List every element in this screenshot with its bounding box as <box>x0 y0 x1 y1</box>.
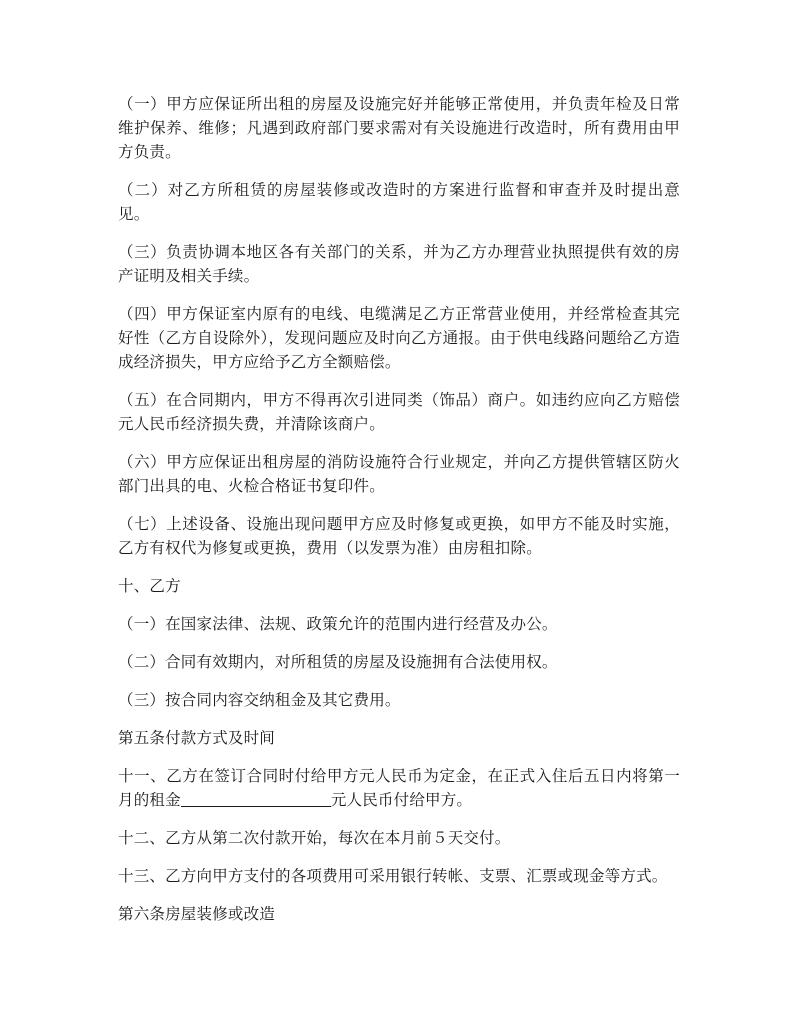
paragraph-party-b-3: （三）按合同内容交纳租金及其它费用。 <box>118 691 401 709</box>
section-heading-party-b: 十、乙方 <box>118 577 181 595</box>
article-heading-renovation: 第六条房屋装修或改造 <box>118 905 276 923</box>
article-heading-payment: 第五条付款方式及时间 <box>118 729 276 747</box>
paragraph-party-b-2: （二）合同有效期内，对所租赁的房屋及设施拥有合法使用权。 <box>118 653 558 671</box>
paragraph-party-a-2: （二）对乙方所租赁的房屋装修或改造时的方案进行监督和审查并及时提出意见。 <box>118 181 680 223</box>
payment-text-after: 元人民币付给甲方。 <box>330 791 473 809</box>
paragraph-payment-deposit <box>118 764 680 812</box>
paragraph-party-a-6: （六）甲方应保证出租房屋的消防设施符合行业规定，并向乙方提供管辖区防火部门出具的电、火检合格证书复印件。 <box>118 453 680 495</box>
paragraph-party-a-7: （七）上述设备、设施出现问题甲方应及时修复或更换，如甲方不能及时实施，乙方有权代为修复或更换，费用（以发票为准）由房租扣除。 <box>118 515 680 557</box>
rent-amount-blank <box>181 790 331 807</box>
paragraph-party-b-1: （一）在国家法律、法规、政策允许的范围内进行经营及办公。 <box>118 615 558 633</box>
paragraph-party-a-1: （一）甲方应保证所出租的房屋及设施完好并能够正常使用，并负责年检及日常维护保养、维修；凡遇到政府部门要求需对有关设施进行改造时，所有费用由甲方负责。 <box>118 95 680 161</box>
paragraph-party-a-4: （四）甲方保证室内原有的电线、电缆满足乙方正常营业使用，并经常检查其完好性（乙方自设除外），发现问题应及时向乙方通报。由于供电线路问题给乙方造成经济损失，甲方应给予乙方全额赔偿。 <box>118 305 680 371</box>
payment-text-before: 十一、乙方在签订合同时付给甲方元人民币为定金，在正式入住后五日内将第一月的租金 <box>118 767 680 809</box>
paragraph-payment-methods: 十三、乙方向甲方支付的各项费用可采用银行转帐、支票、汇票或现金等方式。 <box>118 867 668 885</box>
paragraph-payment-schedule: 十二、乙方从第二次付款开始，每次在本月前５天交付。 <box>118 829 511 847</box>
document-page <box>118 92 680 940</box>
paragraph-party-a-5: （五）在合同期内，甲方不得再次引进同类（饰品）商户。如违约应向乙方赔偿元人民币经济损失费，并清除该商户。 <box>118 391 680 433</box>
paragraph-party-a-3: （三）负责协调本地区各有关部门的关系，并为乙方办理营业执照提供有效的房产证明及相关手续。 <box>118 243 680 285</box>
